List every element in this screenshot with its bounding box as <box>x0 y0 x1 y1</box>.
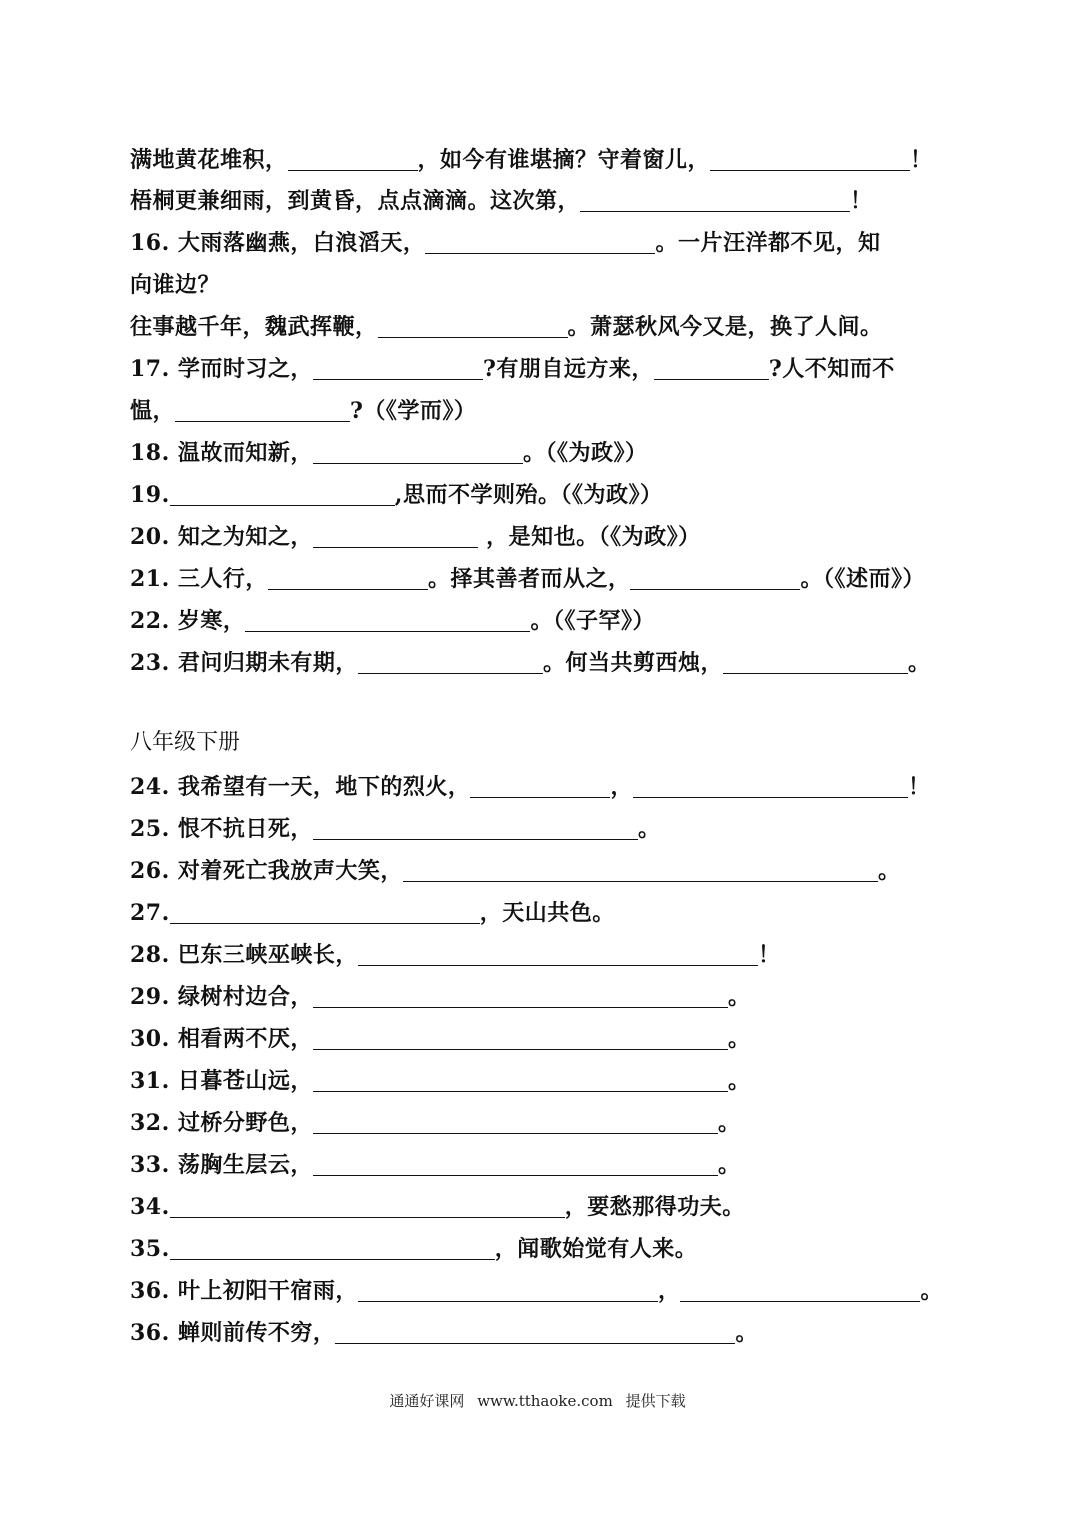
line-text: 36. 叶上初阳干宿雨， <box>130 1278 358 1304</box>
exercise-line <box>130 606 655 636</box>
line-text: ，如今有谁堪摘？守着窗儿， <box>417 147 711 173</box>
line-text: 33. 荡胸生层云， <box>130 1152 313 1178</box>
exercise-line <box>130 648 930 678</box>
exercise-line <box>130 480 662 510</box>
line-text: 。 <box>907 650 931 676</box>
line-text: 27. <box>130 900 170 926</box>
answer-blank[interactable] <box>680 1279 920 1302</box>
line-text: 20. 知之为知之， <box>130 524 313 550</box>
line-text: 。（《为政》） <box>522 440 648 466</box>
line-text: ！ <box>850 188 873 214</box>
line-text: 。 <box>637 816 661 842</box>
answer-blank[interactable] <box>358 943 758 966</box>
answer-blank[interactable] <box>335 1321 735 1344</box>
line-text: 。 <box>727 984 751 1010</box>
section-title: 八年级下册 <box>130 730 241 755</box>
exercise-line <box>130 1066 750 1096</box>
exercise-line <box>130 898 615 928</box>
exercise-line <box>130 940 780 970</box>
line-text: 愠， <box>130 398 176 424</box>
exercise-line <box>130 1318 758 1348</box>
answer-blank[interactable] <box>425 231 655 254</box>
line-text: 34. <box>130 1194 170 1220</box>
exercise-line <box>130 354 895 384</box>
line-text: 19. <box>130 482 170 508</box>
line-text: 36. 蝉则前传不穷， <box>130 1320 336 1346</box>
exercise-line <box>130 1108 740 1138</box>
answer-blank[interactable] <box>170 483 395 506</box>
exercise-line <box>130 564 925 594</box>
exercise-line <box>130 1192 745 1222</box>
answer-blank[interactable] <box>358 1279 658 1302</box>
exercise-line <box>130 270 220 300</box>
exercise-line <box>130 1024 750 1054</box>
line-text: ?有朋自远方来， <box>482 356 654 382</box>
line-text: 。一片汪洋都不见，知 <box>655 230 881 256</box>
line-text: 。何当共剪西烛， <box>542 650 723 676</box>
exercise-line <box>130 814 660 844</box>
line-text: 18. 温故而知新， <box>130 440 313 466</box>
line-text: 。 <box>727 1068 751 1094</box>
line-text: 往事越千年，魏武挥鞭， <box>130 314 378 340</box>
exercise-line <box>130 312 883 342</box>
line-text: 。择其善者而从之， <box>427 566 631 592</box>
answer-blank[interactable] <box>654 357 769 380</box>
line-text: 31. 日暮苍山远， <box>130 1068 313 1094</box>
answer-blank[interactable] <box>313 441 523 464</box>
line-text: 16. 大雨落幽燕，白浪滔天， <box>130 230 426 256</box>
answer-blank[interactable] <box>723 651 908 674</box>
answer-blank[interactable] <box>313 525 478 548</box>
answer-blank[interactable] <box>630 567 800 590</box>
answer-blank[interactable] <box>313 985 728 1008</box>
line-text: 。 <box>920 1278 943 1304</box>
line-text: ！ <box>907 774 931 800</box>
answer-blank[interactable] <box>378 315 568 338</box>
line-text: ,思而不学则殆。（《为政》） <box>394 482 663 508</box>
line-text: 28. 巴东三峡巫峡长， <box>130 942 358 968</box>
answer-blank[interactable] <box>245 609 530 632</box>
line-text: 25. 恨不抗日死， <box>130 816 313 842</box>
line-text: ?人不知而不 <box>768 356 895 382</box>
line-text: 23. 君问归期未有期， <box>130 650 358 676</box>
answer-blank[interactable] <box>170 1237 495 1260</box>
exercise-line <box>130 982 750 1012</box>
line-text: 。（《述而》） <box>800 566 925 592</box>
footer-site-name: 通通好课网 <box>389 1392 465 1410</box>
footer-suffix: 提供下载 <box>625 1392 686 1410</box>
line-text: 。 <box>717 1152 741 1178</box>
line-text: ，闻歌始觉有人来。 <box>494 1236 698 1262</box>
answer-blank[interactable] <box>633 775 908 798</box>
line-text: ，要愁那得功夫。 <box>564 1194 745 1220</box>
line-text: 。 <box>735 1320 758 1346</box>
line-text: ！ <box>910 147 933 173</box>
line-text: ， <box>657 1278 681 1304</box>
exercise-line <box>130 1150 740 1180</box>
line-text: 向谁边？ <box>130 272 221 298</box>
answer-blank[interactable] <box>175 399 350 422</box>
answer-blank[interactable] <box>288 148 418 171</box>
footer-url: www.tthaoke.com <box>477 1392 613 1410</box>
answer-blank[interactable] <box>313 1069 728 1092</box>
exercise-line <box>130 1276 943 1306</box>
answer-blank[interactable] <box>313 1027 728 1050</box>
exercise-line <box>130 396 476 426</box>
line-text: 21. 三人行， <box>130 566 268 592</box>
line-text: 满地黄花堆积， <box>130 147 288 173</box>
line-text: 。 <box>877 858 901 884</box>
answer-blank[interactable] <box>470 775 610 798</box>
exercise-line <box>130 145 933 175</box>
answer-blank[interactable] <box>358 651 543 674</box>
answer-blank[interactable] <box>403 859 878 882</box>
answer-blank[interactable] <box>313 1111 718 1134</box>
answer-blank[interactable] <box>170 901 480 924</box>
answer-blank[interactable] <box>313 817 638 840</box>
line-text: ， <box>610 774 633 800</box>
line-text: 26. 对着死亡我放声大笑， <box>130 858 403 884</box>
exercise-line <box>130 438 647 468</box>
line-text: 。 <box>717 1110 741 1136</box>
line-text: 。（《子罕》） <box>530 608 655 634</box>
line-text: ，是知也。（《为政》） <box>477 524 701 550</box>
footer <box>0 1390 1075 1411</box>
line-text: 。 <box>727 1026 751 1052</box>
line-text: ，天山共色。 <box>479 900 615 926</box>
exercise-line <box>130 856 900 886</box>
line-text: ?（《学而》） <box>350 398 477 424</box>
exercise-line <box>130 522 701 552</box>
line-text: 22. 岁寒， <box>130 608 246 634</box>
line-text: 35. <box>130 1236 170 1262</box>
line-text: 梧桐更兼细雨，到黄昏，点点滴滴。这次第， <box>130 188 581 214</box>
line-text: 17. 学而时习之， <box>130 356 313 382</box>
line-text: ！ <box>757 942 781 968</box>
line-text: 30. 相看两不厌， <box>130 1026 313 1052</box>
line-text: 32. 过桥分野色， <box>130 1110 313 1136</box>
answer-blank[interactable] <box>580 189 850 212</box>
line-text: 29. 绿树村边合， <box>130 984 313 1010</box>
answer-blank[interactable] <box>170 1195 565 1218</box>
answer-blank[interactable] <box>268 567 428 590</box>
exercise-line <box>130 772 930 802</box>
line-text: 24. 我希望有一天，地下的烈火， <box>130 774 471 800</box>
answer-blank[interactable] <box>313 1153 718 1176</box>
line-text: 。萧瑟秋风今又是，换了人间。 <box>567 314 883 340</box>
answer-blank[interactable] <box>710 148 910 171</box>
exercise-line <box>130 1234 697 1264</box>
answer-blank[interactable] <box>313 357 483 380</box>
exercise-line <box>130 186 873 216</box>
exercise-line <box>130 228 880 258</box>
